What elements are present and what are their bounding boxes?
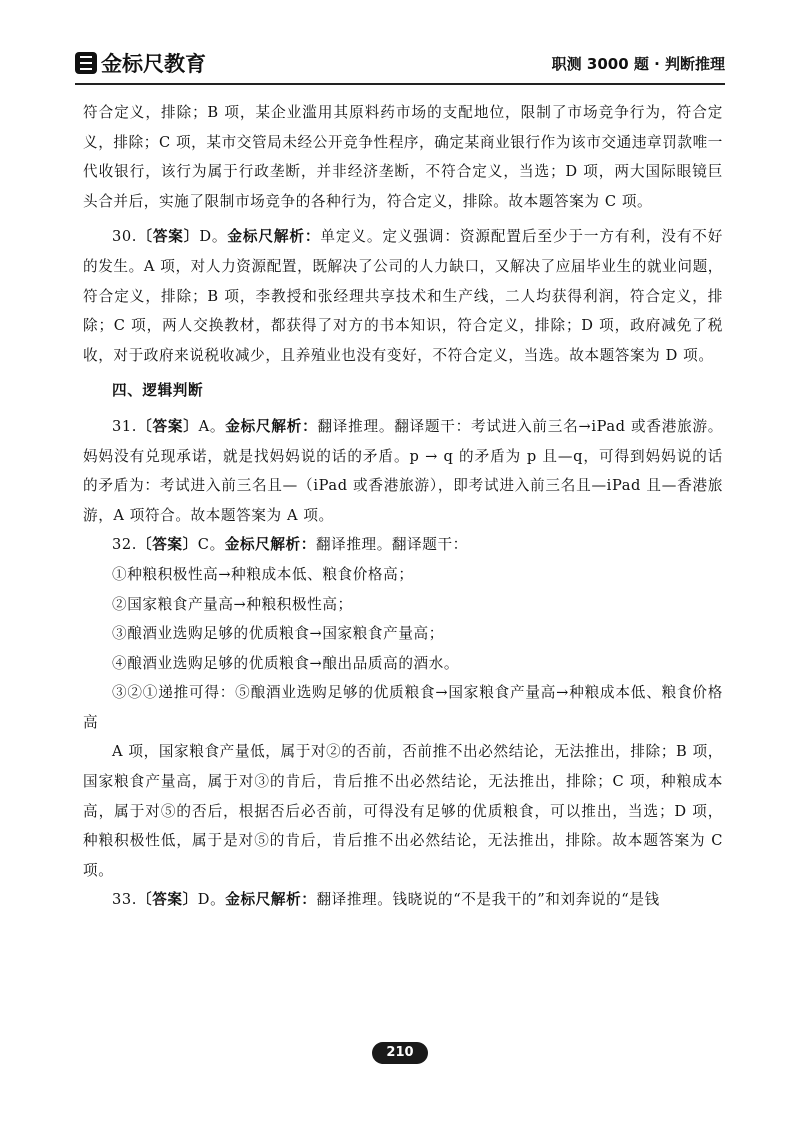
analysis-label: 金标尺解析： <box>225 417 318 435</box>
answer-q33 <box>83 885 723 915</box>
derived-chain: ③②①递推可得：⑤酿酒业选购足够的优质粮食→国家粮食产量高→种粮成本低、粮食价格高 <box>83 684 723 731</box>
brand-logo <box>75 49 206 77</box>
answer-value: D。 <box>199 228 228 246</box>
premise-item: ①种粮积极性高→种粮成本低、粮食价格高； <box>112 565 414 583</box>
paragraph-q29-continued: 符合定义，排除；B 项，某企业滥用其原料药市场的支配地位，限制了市场竞争行为，符合定义，排除；C 项，某市交管局未经公开竞争性程序，确定某商业银行作为该市交通违章罚款唯一代收银行，该行为属于行政垄断，并非经济垄断，不符合定义，当选；D 项，两大国际眼镜巨头合并后，实施了限制市场竞争的各种行为，符合定义，排除。故本题答案为 C 项。 <box>83 104 723 210</box>
answer-q31 <box>83 412 723 530</box>
answer-q32 <box>83 530 723 560</box>
analysis-label: 金标尺解析： <box>225 891 317 909</box>
premise-item: ②国家粮食产量高→种粮积极性高； <box>112 595 353 613</box>
analysis-text: 翻译推理。钱晓说的“不是我干的”和刘奔说的“是钱 <box>316 891 660 909</box>
analysis-label: 金标尺解析： <box>224 536 316 554</box>
analysis-text: 翻译推理。翻译题干： <box>315 536 468 554</box>
answer-q30 <box>83 222 723 370</box>
header-divider <box>75 83 725 85</box>
page-content <box>83 98 723 915</box>
answer-label: 〔答案〕 <box>137 536 198 554</box>
brand-name: 金标尺教育 <box>101 52 206 76</box>
section-heading: 四、逻辑判断 <box>112 382 204 400</box>
answer-value: C。 <box>197 536 225 554</box>
question-number: 30. <box>112 228 138 246</box>
question-number: 33. <box>112 891 138 909</box>
answer-label: 〔答案〕 <box>137 891 198 909</box>
answer-label: 〔答案〕 <box>137 417 199 435</box>
premise-item: ④酿酒业选购足够的优质粮食→酿出品质高的酒水。 <box>112 654 460 672</box>
question-number: 32. <box>112 536 138 554</box>
analysis-label: 金标尺解析： <box>227 228 321 246</box>
page-number: 210 <box>372 1042 428 1064</box>
analysis-text: 翻译推理。翻译题干：考试进入前三名→iPad 或香港旅游。妈妈没有兑现承诺，就是找妈妈说的话的矛盾。p → q 的矛盾为 p 且—q，可得到妈妈说的话的矛盾为：考试进入前三名且—（iPad 或香港旅游），即考试进入前三名且—iPad 且—香港旅游，A 项符合。故本题答案为 A 项。 <box>83 417 723 524</box>
analysis-text: 单定义。定义强调：资源配置后至少于一方有利，没有不好的发生。A 项，对人力资源配置，既解决了公司的人力缺口，又解决了应届毕业生的就业问题，符合定义，排除；B 项，李教授和张经理共享技术和生产线，二人均获得利润，符合定义，排除；C 项，两人交换教材，都获得了对方的书本知识，符合定义，排除；D 项，政府减免了税收，对于政府来说税收减少，且养殖业也没有变好，不符合定义，当选。故本题答案为 D 项。 <box>83 228 724 364</box>
answer-value: A。 <box>198 417 226 435</box>
options-analysis: A 项，国家粮食产量低，属于对②的否前，否前推不出必然结论，无法推出，排除；B 项，国家粮食产量高，属于对③的肯后，肯后推不出必然结论，无法推出，排除；C 项，种粮成本高，属于对⑤的否后，根据否后必否前，可得没有足够的优质粮食，可以推出，当选；D 项，种粮积极性低，属于是对⑤的肯后，肯后推不出必然结论，无法推出，排除。故本题答案为 C 项。 <box>83 743 723 879</box>
answer-value: D。 <box>197 891 226 909</box>
page-header <box>75 45 725 81</box>
brand-logo-icon <box>75 52 97 74</box>
premise-item: ③酿酒业选购足够的优质粮食→国家粮食产量高； <box>112 625 444 643</box>
book-title: 职测 3000 题 · 判断推理 <box>551 55 725 73</box>
question-number: 31. <box>112 417 138 435</box>
answer-label: 〔答案〕 <box>137 228 200 246</box>
